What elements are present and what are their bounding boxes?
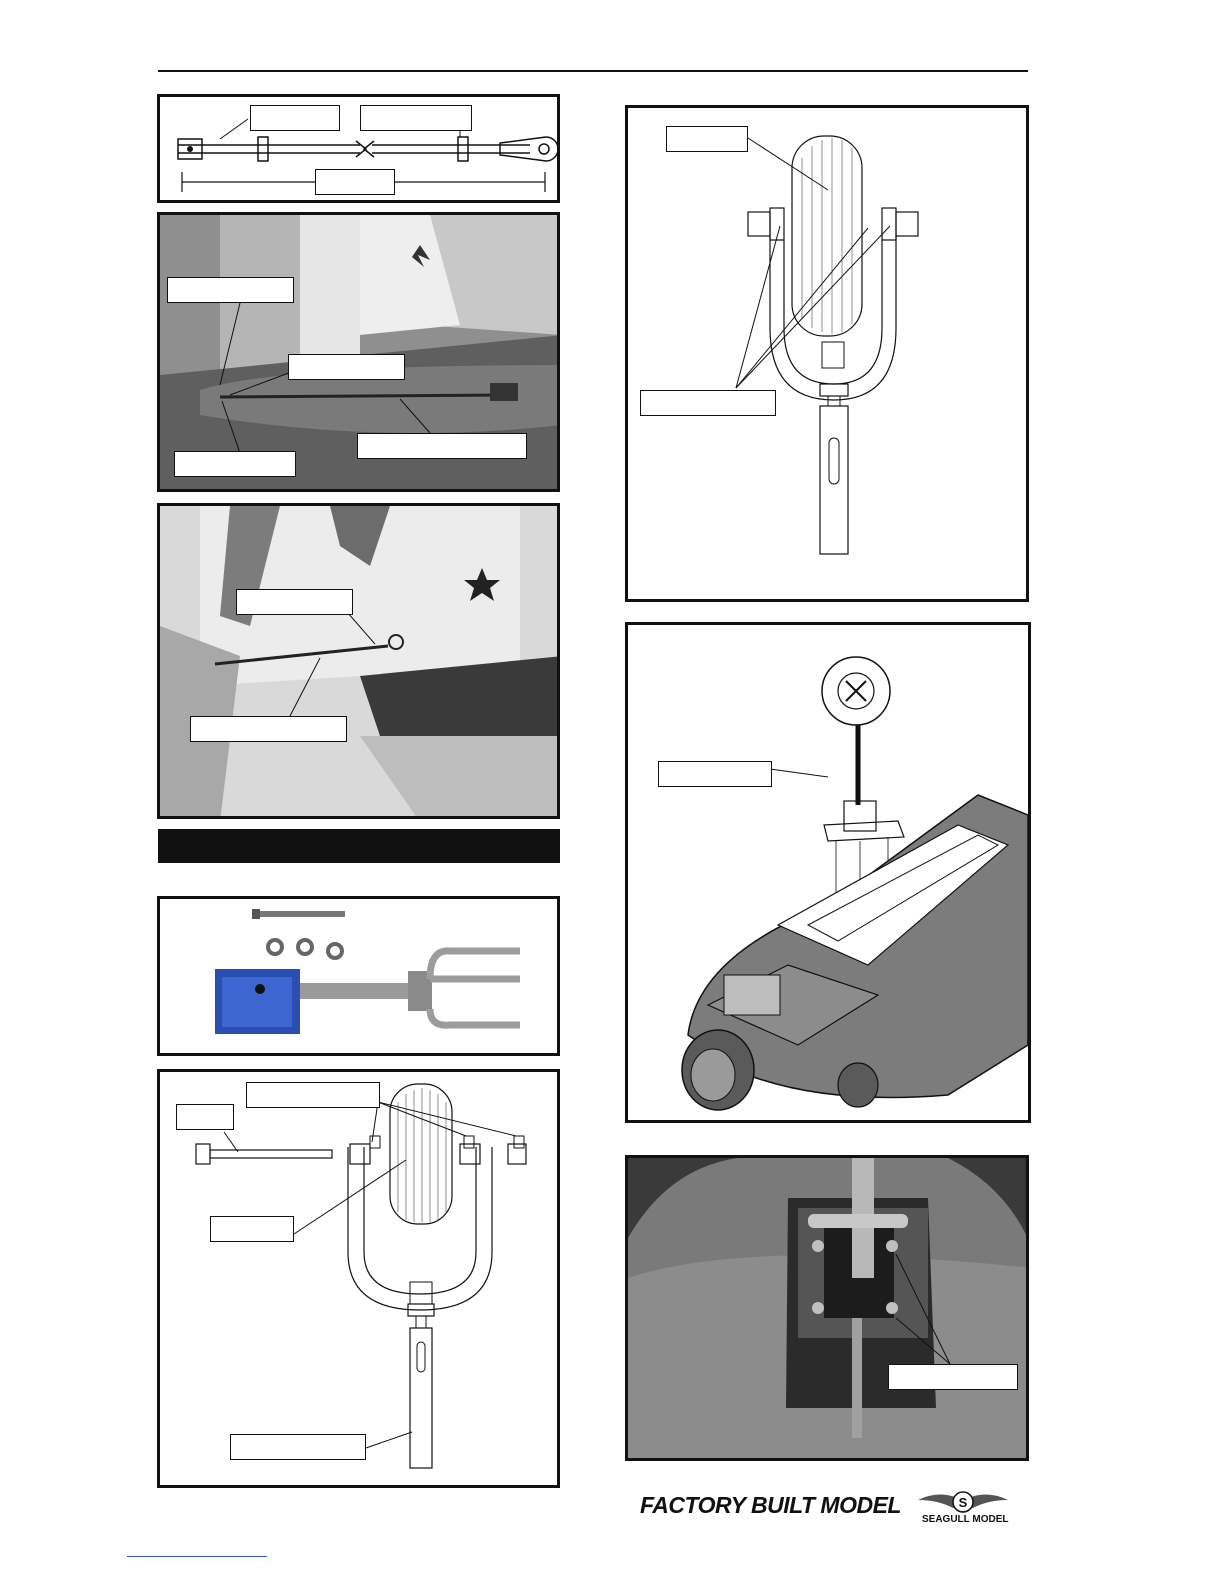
callout-box: [360, 105, 472, 131]
callout-box: [250, 105, 340, 131]
callout-box: [210, 1216, 294, 1242]
callout-box: [640, 390, 776, 416]
wheel-assembly-drawing: [160, 1072, 560, 1488]
gear-install-diagram-panel: [625, 622, 1031, 1123]
gear-parts-illustration: [160, 899, 560, 1056]
header-rule: [158, 70, 1028, 72]
rudder-photo-illustration: [160, 506, 560, 819]
tail-photo-panel: [157, 212, 560, 492]
footer-link-underline: [127, 1556, 267, 1557]
callout-box: [176, 1104, 234, 1130]
wheel-collar-drawing: [628, 108, 1029, 602]
callout-box: [666, 126, 748, 152]
callout-box: [357, 433, 527, 459]
installed-gear-photo-panel: [625, 1155, 1029, 1461]
pushrod-diagram-panel: [157, 94, 560, 203]
rudder-photo-panel: [157, 503, 560, 819]
callout-box: [236, 589, 353, 615]
wheel-assembly-diagram-panel: [157, 1069, 560, 1488]
gear-parts-photo-panel: [157, 896, 560, 1056]
callout-box: [288, 354, 405, 380]
callout-box: [167, 277, 294, 303]
section-heading-bar: [158, 829, 560, 863]
callout-box: [174, 451, 296, 477]
callout-box: [190, 716, 347, 742]
seagull-model-text: SEAGULL MODEL: [922, 1514, 1009, 1525]
factory-built-model-text: FACTORY BUILT MODEL: [640, 1492, 901, 1518]
callout-box: [246, 1082, 380, 1108]
gear-install-drawing: [628, 625, 1031, 1123]
callout-box: [658, 761, 772, 787]
callout-box: [888, 1364, 1018, 1390]
installed-gear-illustration: [628, 1158, 1029, 1461]
wheel-collar-diagram-panel: [625, 105, 1029, 602]
callout-box: [230, 1434, 366, 1460]
callout-box: [315, 169, 395, 195]
logo-letter: S: [958, 1495, 968, 1510]
